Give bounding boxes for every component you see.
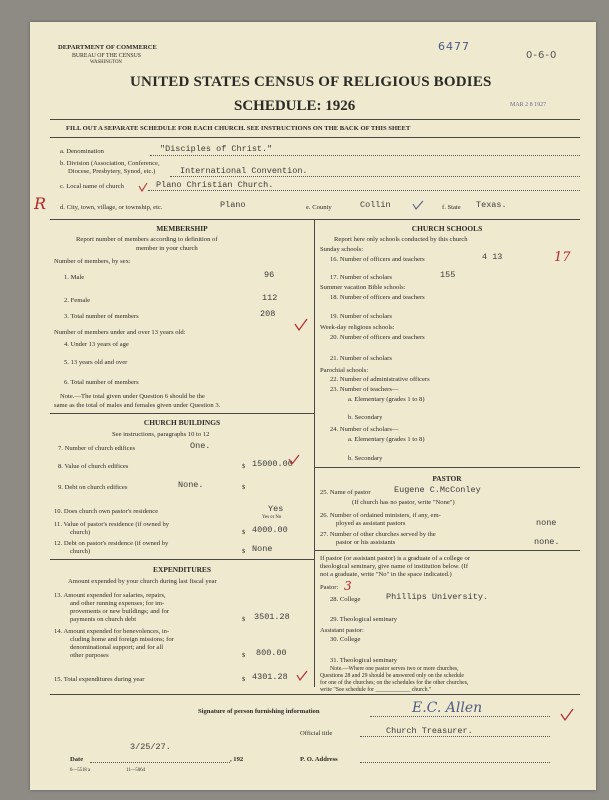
q9-label: 9. Debt on church edifices <box>58 484 128 491</box>
checkmark-icon <box>288 454 300 466</box>
buildings-title: CHURCH BUILDINGS <box>143 418 221 427</box>
q13-label-1: 13. Amount expended for salaries, repairs, <box>54 592 166 599</box>
church-name-label: c. Local name of church <box>60 183 124 190</box>
weekday-heading: Week-day religious schools: <box>320 324 395 331</box>
q27-label-2: pastor or his assistants <box>336 539 396 546</box>
checkmark-icon <box>138 182 148 192</box>
q19-label: 19. Number of scholars <box>330 313 392 320</box>
q13-label-4: payments on church debt <box>70 616 137 623</box>
q16-value: 4 13 <box>482 252 503 262</box>
q13-label-3: provements or new buildings; and for <box>70 608 170 615</box>
graduate-note-3: not a graduate, write "No" in the space indicated.) <box>320 571 452 578</box>
q22-label: 22. Number of administrative officers <box>330 376 430 383</box>
sunday-heading: Sunday schools: <box>320 246 364 253</box>
q8-label: 8. Value of church edifices <box>58 463 129 470</box>
q6-label: 6. Total number of members <box>64 379 139 386</box>
schools-sub: Report here only schools conducted by this church <box>334 236 468 243</box>
pastor-pen-mark: 3 <box>344 579 352 593</box>
checkmark-icon <box>412 200 424 210</box>
q15-label: 15. Total expenditures during year <box>54 676 145 683</box>
q24-label: 24. Number of scholars— <box>330 426 399 433</box>
q28-label: 28. College <box>330 596 361 603</box>
date-label: Date <box>70 756 84 763</box>
q9-dollar: $ <box>242 484 246 491</box>
city-value: Plano <box>220 200 246 210</box>
date-value: 3/25/27. <box>130 742 171 752</box>
q12-label-2: church) <box>70 548 91 555</box>
form-title: UNITED STATES CENSUS OF RELIGIOUS BODIES <box>130 74 492 90</box>
county-value: Collin <box>360 200 391 210</box>
pen-mark-r: R <box>34 194 47 213</box>
denomination-label: a. Denomination <box>60 148 104 155</box>
print-number: 11—5064 <box>126 768 146 773</box>
graduate-note-1: If pastor (or assistant pastor) is a graduate of a college or <box>320 555 470 562</box>
pastor-note-2: Questions 28 and 29 should be answered only on the schedule <box>320 673 464 679</box>
state-value: Texas. <box>476 200 507 210</box>
checkmark-icon <box>560 708 574 722</box>
q2-label: 2. Female <box>64 297 91 304</box>
q23b-label: b. Secondary <box>348 414 383 421</box>
buildings-sub: See instructions, paragraphs 10 to 12 <box>112 431 210 438</box>
city-label: d. City, town, village, or township, etc. <box>60 204 163 211</box>
sex-heading: Number of members, by sex: <box>54 258 131 265</box>
q14-label-3: denominational support; and for all <box>70 644 164 651</box>
denomination-value: "Disciples of Christ." <box>160 144 273 154</box>
q21-label: 21. Number of scholars <box>330 355 392 362</box>
q27-label-1: 27. Number of other churches served by the <box>320 531 436 538</box>
membership-intro-2: member in your church <box>136 245 198 252</box>
county-label: e. County <box>306 204 332 211</box>
checkmark-icon <box>294 318 308 332</box>
instruction-line: FILL OUT A SEPARATE SCHEDULE FOR EACH CHURCH. SEE INSTRUCTIONS ON THE BACK OF THIS SHEET <box>66 125 411 132</box>
schedule-title: SCHEDULE: 1926 <box>234 98 356 114</box>
serial-number: 6477 <box>438 40 470 53</box>
pastor-note-3: for one of the churches; on the schedules for the other churches, <box>320 680 469 686</box>
dept-name: DEPARTMENT OF COMMERCE <box>58 44 157 51</box>
q15-value: 4301.28 <box>252 672 288 682</box>
q26-label-2: ployed as assistant pastors <box>336 520 406 527</box>
q26-label-1: 26. Number of ordained ministers, if any, em- <box>320 512 441 519</box>
q14-label-1: 14. Amount expended for benevolences, in- <box>54 628 170 635</box>
pastor-note-1: Note.—Where one pastor serves two or more churches, <box>330 666 459 672</box>
q5-label: 5. 13 years old and over <box>64 359 128 366</box>
division-label-1: b. Division (Association, Conference, <box>60 160 160 167</box>
q14-label-2: cluding home and foreign missions; for <box>70 636 174 643</box>
census-schedule-sheet <box>30 22 596 790</box>
state-label: f. State <box>442 204 461 211</box>
q27-value: none. <box>534 537 560 547</box>
yes-no-hint: Yes or No <box>262 515 282 520</box>
q1-label: 1. Male <box>64 274 85 281</box>
q26-value: none <box>536 518 557 528</box>
q2-value: 112 <box>262 293 278 303</box>
q15-dollar: $ <box>242 676 246 683</box>
q17-value: 155 <box>440 270 456 280</box>
q11-label-1: 11. Value of pastor's residence (if owned by <box>54 521 170 528</box>
signature-label: Signature of person furnishing information <box>198 708 320 715</box>
q18-label: 18. Number of officers and teachers <box>330 294 425 301</box>
church-name-value: Plano Christian Church. <box>156 180 274 190</box>
q10-label: 10. Does church own pastor's residence <box>54 508 159 515</box>
q13-label-2: and other running expenses; for im- <box>70 600 165 607</box>
q31-label: 31. Theological seminary <box>330 657 398 664</box>
q9-value: None. <box>178 480 204 490</box>
bureau-name: BUREAU OF THE CENSUS <box>72 53 141 59</box>
q13-value: 3501.28 <box>254 612 290 622</box>
q4-label: 4. Under 13 years of age <box>64 341 129 348</box>
q8-dollar: $ <box>242 463 246 470</box>
q29-label: 29. Theological seminary <box>330 616 398 623</box>
q23a-label: a. Elementary (grades 1 to 8) <box>348 396 425 403</box>
pastor-subhead: Pastor: <box>320 584 339 591</box>
q24b-label: b. Secondary <box>348 455 383 462</box>
q1-value: 96 <box>264 270 275 280</box>
form-number: 6—5518 a <box>70 768 91 773</box>
bureau-city: WASHINGTON <box>90 60 122 65</box>
q11-dollar: $ <box>242 529 246 536</box>
q3-value: 208 <box>260 309 276 319</box>
q8-value: 15000.00 <box>252 459 293 469</box>
q17-label: 17. Number of scholars <box>330 274 392 281</box>
q28-value: Phillips University. <box>386 592 489 602</box>
q30-label: 30. College <box>330 636 361 643</box>
membership-note-2: same as the total of males and females given under Question 3. <box>54 402 221 409</box>
q24a-label: a. Elementary (grades 1 to 8) <box>348 436 425 443</box>
q25-value: Eugene C.McConley <box>394 485 481 495</box>
membership-note-1: Note.—The total given under Question 6 should be the <box>60 393 205 400</box>
signature-value: E.C. Allen <box>412 700 483 716</box>
received-stamp: MAR 2 8 1927 <box>510 102 547 108</box>
q20-label: 20. Number of officers and teachers <box>330 334 425 341</box>
schools-title: CHURCH SCHOOLS <box>411 224 483 233</box>
q25-label: 25. Name of pastor <box>320 489 371 496</box>
q11-value: 4000.00 <box>252 525 288 535</box>
expenditures-sub: Amount expended by your church during last fiscal year <box>68 578 217 585</box>
age-heading: Number of members under and over 13 years old: <box>54 329 186 336</box>
vacation-heading: Summer vacation Bible schools: <box>320 284 406 291</box>
membership-title: MEMBERSHIP <box>156 224 208 233</box>
assistant-subhead: Assistant pastor: <box>320 627 364 634</box>
official-title-label: Official title <box>300 730 333 737</box>
checkmark-icon <box>296 670 308 682</box>
pastor-note-4: write "See schedule for ____________ church." <box>320 687 432 693</box>
q23-label: 23. Number of teachers— <box>330 386 399 393</box>
po-address-label: P. O. Address <box>300 756 338 763</box>
q14-label-4: other purposes <box>70 652 109 659</box>
division-value: International Convention. <box>180 166 308 176</box>
q11-label-2: church) <box>70 529 91 536</box>
code-number: 0-6-0 <box>526 50 558 61</box>
q12-value: None <box>252 544 273 554</box>
q25-sub: (If church has no pastor, write "None") <box>352 499 455 506</box>
q12-label-1: 12. Debt on pastor's residence (if owned by <box>54 540 169 547</box>
expenditures-title: EXPENDITURES <box>153 565 211 574</box>
membership-intro-1: Report number of members according to definition of <box>76 236 218 243</box>
pastor-title: PASTOR <box>432 474 462 483</box>
division-label-2: Diocese, Presbytery, Synod, etc.) <box>68 168 156 175</box>
q14-value: 800.00 <box>256 648 287 658</box>
q16-pen-total: 17 <box>554 250 571 265</box>
q10-value: Yes <box>268 504 284 514</box>
q14-dollar: $ <box>242 652 246 659</box>
q12-dollar: $ <box>242 548 246 555</box>
q13-dollar: $ <box>242 616 246 623</box>
date-year: , 192 <box>230 756 244 763</box>
parochial-heading: Parochial schools: <box>320 367 369 374</box>
official-title-value: Church Treasurer. <box>386 726 473 736</box>
q16-label: 16. Number of officers and teachers <box>330 256 425 263</box>
q7-label: 7. Number of church edifices <box>58 445 136 452</box>
graduate-note-2: theological seminary, give name of institution below. (If <box>320 563 469 570</box>
q7-value: One. <box>190 441 211 451</box>
q3-label: 3. Total number of members <box>64 313 139 320</box>
